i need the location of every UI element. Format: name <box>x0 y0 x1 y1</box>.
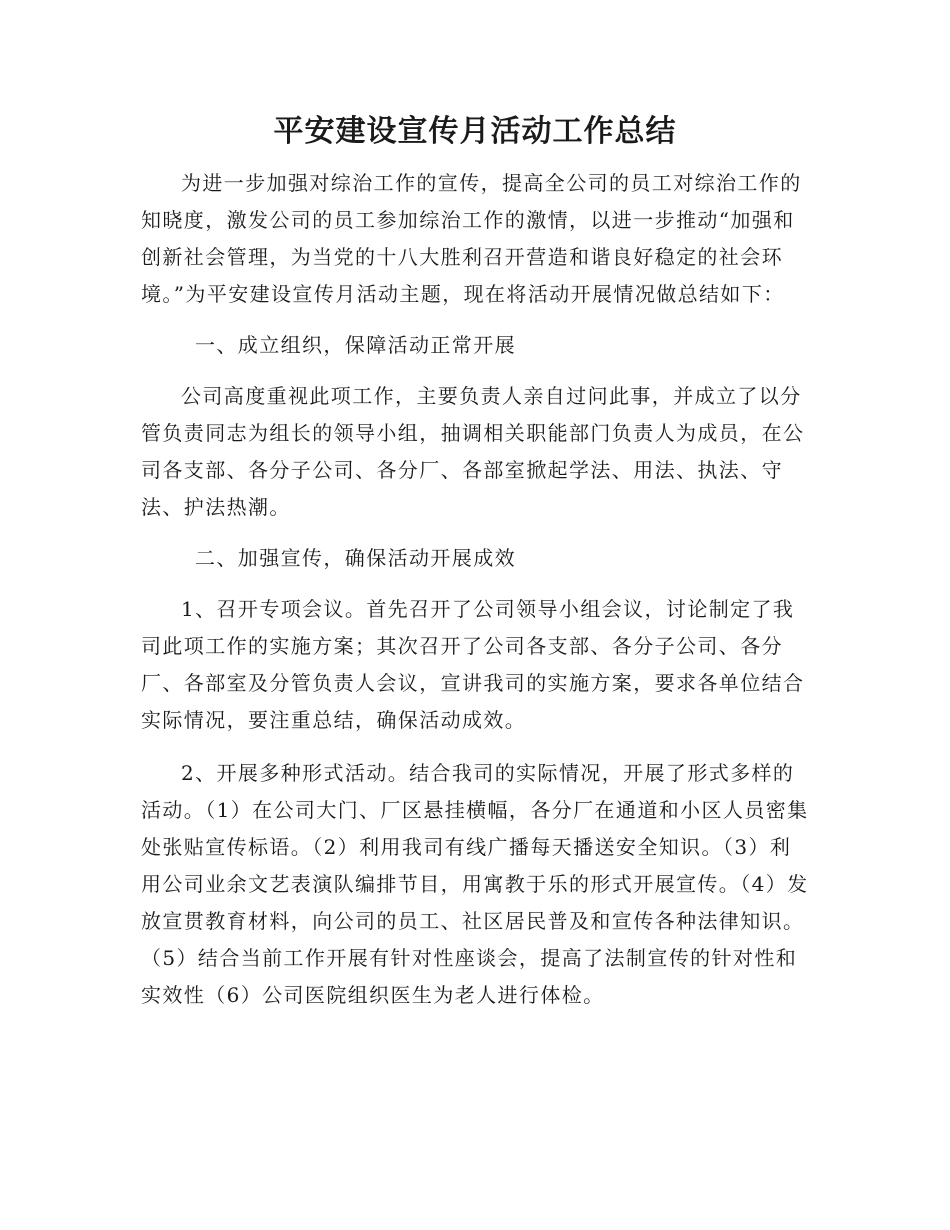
spacer <box>141 526 811 540</box>
spacer <box>141 739 811 755</box>
spacer <box>141 364 811 378</box>
section-1-heading: 一、成立组织，保障活动正常开展 <box>195 333 516 357</box>
section-1-paragraph: 公司高度重视此项工作，主要负责人亲自过问此事，并成立了以分管负责同志为组长的领导小组，抽调相关职能部门负责人为成员，在公司各支部、各分子公司、各分厂、各部室掀起学法、用法、执法、守法、护法热潮。 <box>141 384 805 519</box>
section-2-item-2: 2、开展多种形式活动。结合我司的实际情况，开展了形式多样的活动。（1）在公司大门、厂区悬挂横幅，各分厂在通道和小区人员密集处张贴宣传标语。（2）利用我司有线广播每天播送安全知识。（3）利用公司业余文艺表演队编排节目，用寓教于乐的形式开展宣传。（4）发放宣贯教育材料，向公司的员工、社区居民普及和宣传各种法律知识。（5）结合当前工作开展有针对性座谈会，提高了法制宣传的针对性和实效性（6）公司医院组织医生为老人进行体检。 <box>141 761 809 1007</box>
spacer <box>141 313 811 327</box>
document-title: 平安建设宣传月活动工作总结 <box>273 114 677 149</box>
section-2-item-1: 1、召开专项会议。首先召开了公司领导小组会议，讨论制定了我司此项工作的实施方案；其次召开了公司各支部、各分子公司、各分厂、各部室及分管负责人会议，宣讲我司的实施方案，要求各单位结合实际情况，要注重总结，确保活动成效。 <box>141 597 805 732</box>
spacer <box>141 577 811 591</box>
document-body <box>141 165 811 1014</box>
intro-paragraph: 为进一步加强对综治工作的宣传，提高全公司的员工对综治工作的知晓度，激发公司的员工参加综治工作的激情，以进一步推动“加强和创新社会管理，为当党的十八大胜利召开营造和谐良好稳定的社会环境。”为平安建设宣传月活动主题，现在将活动开展情况做总结如下： <box>141 171 802 306</box>
section-2-heading: 二、加强宣传，确保活动开展成效 <box>195 546 516 570</box>
